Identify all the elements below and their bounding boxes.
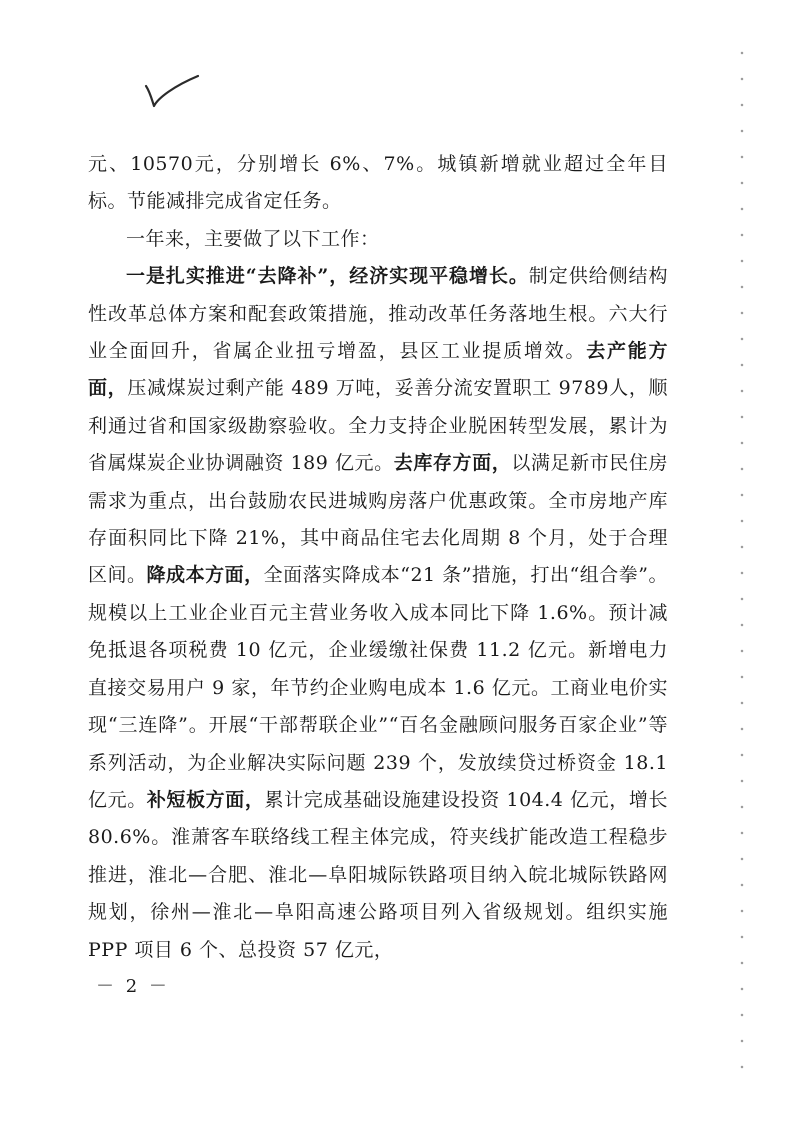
- text-capacity: 压减煤炭过剩产能 489 万吨，妥善分流安置职工 9789人，顺利通过省和国家级勘察验收。全力支持企业脱困转型发展，累计为省属煤炭企业协调融资 189 亿元。: [88, 377, 668, 475]
- label-cost: 降成本方面，: [146, 564, 264, 587]
- page-number: － 2 －: [96, 976, 170, 997]
- paragraph-work-intro: 一年来，主要做了以下工作：: [126, 227, 380, 250]
- handwritten-check-mark: [142, 72, 202, 112]
- text-shortboard: 累计完成基础设施建设投资 104.4 亿元，增长 80.6%。淮萧客车联络线工程主体完成，符夹线扩能改造工程稳步推进，淮北—合肥、淮北—阜阳城际铁路项目纳入皖北城际铁路网规划，徐州—淮北—阜阳高速公路项目列入省级规划。组织实施 PPP 项目 6 个、总投资 57 亿元，: [88, 788, 668, 961]
- text-cost: 全面落实降成本“21 条”措施，打出“组合拳”。规模以上工业企业百元主营业务收入成本同比下降 1.6%。预计减免抵退各项税费 10 亿元，企业缓缴社保费 11.2 亿元。新增电力直接交易用户 9 家，年节约企业购电成本 1.6 亿元。工商业电价实现“三连降”。开展“干部帮联企业”“百名金融顾问服务百家企业”等系列活动，为企业解决实际问题 239 个，发放续贷过桥资金 18.1 亿元。: [88, 564, 668, 811]
- paragraph-intro: 元、10570元，分别增长 6%、7%。城镇新增就业超过全年目标。节能减排完成省定任务。: [88, 153, 668, 213]
- scan-margin-dots: [740, 40, 744, 1080]
- text-inventory: 以满足新市民住房需求为重点，出台鼓励农民进城购房落户优惠政策。全市房地产库存面积同比下降 21%，其中商品住宅去化周期 8 个月，处于合理区间。: [88, 452, 668, 587]
- paragraph-section-1: [88, 258, 668, 969]
- label-shortboard: 补短板方面，: [146, 788, 265, 811]
- label-inventory: 去库存方面，: [393, 452, 512, 475]
- section-heading: 一是扎实推进“去降补”，经济实现平稳增长。: [126, 265, 529, 288]
- document-body: [88, 146, 668, 969]
- label-capacity: 去产能方面，: [88, 340, 668, 400]
- section-text: 制定供给侧结构性改革总体方案和配套政策措施，推动改革任务落地生根。六大行业全面回升，省属企业扭亏增盈，县区工业提质增效。: [88, 265, 668, 363]
